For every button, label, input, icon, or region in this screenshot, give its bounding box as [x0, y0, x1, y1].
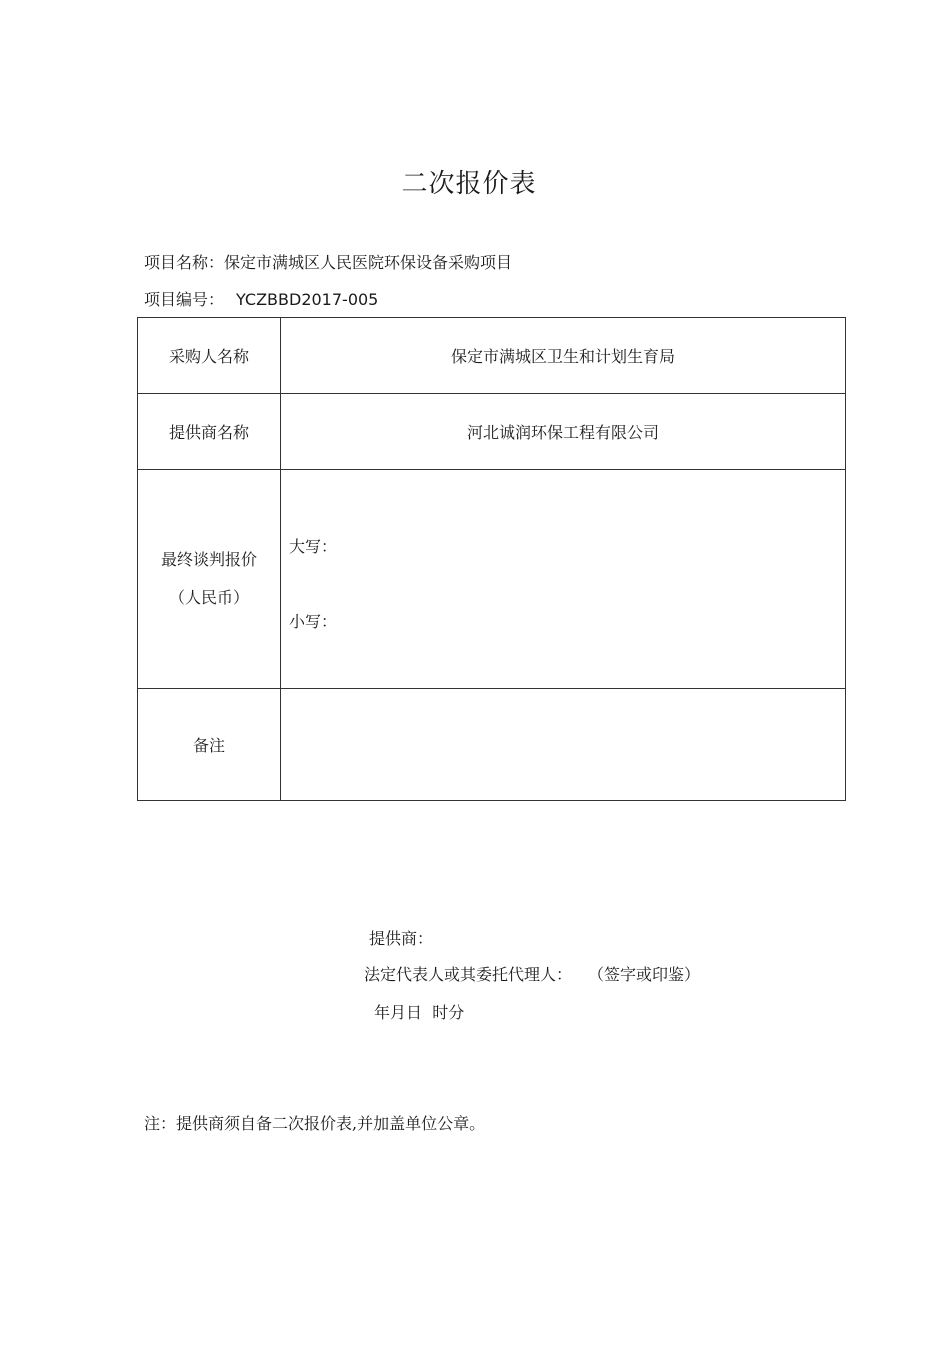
buyer-value: 保定市满城区卫生和计划生育局 [281, 318, 846, 394]
stamp-label: （签字或印鉴） [596, 965, 701, 984]
signature-date [374, 1000, 464, 1023]
document-title: 二次报价表 [401, 169, 537, 199]
project-code: YCZBBD2017-005 [236, 290, 379, 309]
remark-value [281, 689, 846, 801]
time-label: 时分 [432, 1003, 465, 1022]
date-label: 年月日 [374, 1003, 423, 1022]
representative-label: 法定代表人或其委托代理人： [364, 965, 573, 984]
table-row-supplier [138, 394, 846, 470]
supplier-label: 提供商名称 [138, 394, 281, 470]
table-row-remark [138, 689, 846, 801]
project-code-line [144, 287, 378, 310]
supplier-value: 河北诚润环保工程有限公司 [281, 394, 846, 470]
price-upper-label: 大写： [289, 537, 338, 556]
table-row-buyer [138, 318, 846, 394]
buyer-label: 采购人名称 [138, 318, 281, 394]
table-row-price [138, 470, 846, 689]
price-label [138, 470, 281, 689]
project-name: 保定市满城区人民医院环保设备采购项目 [224, 253, 513, 272]
project-name-line [144, 250, 512, 273]
price-label-line1: 最终谈判报价 [160, 550, 257, 569]
quote-table [137, 317, 846, 801]
signature-supplier: 提供商： [369, 929, 434, 948]
signature-representative [364, 962, 700, 985]
project-code-label: 项目编号： [144, 290, 225, 309]
remark-label: 备注 [138, 689, 281, 801]
price-label-line2: （人民币） [168, 588, 249, 607]
price-lower-label: 小写： [289, 612, 338, 631]
project-name-label: 项目名称： [144, 253, 225, 272]
footnote: 注：提供商须自备二次报价表,并加盖单位公章。 [144, 1114, 486, 1133]
price-value-cell [281, 470, 846, 689]
